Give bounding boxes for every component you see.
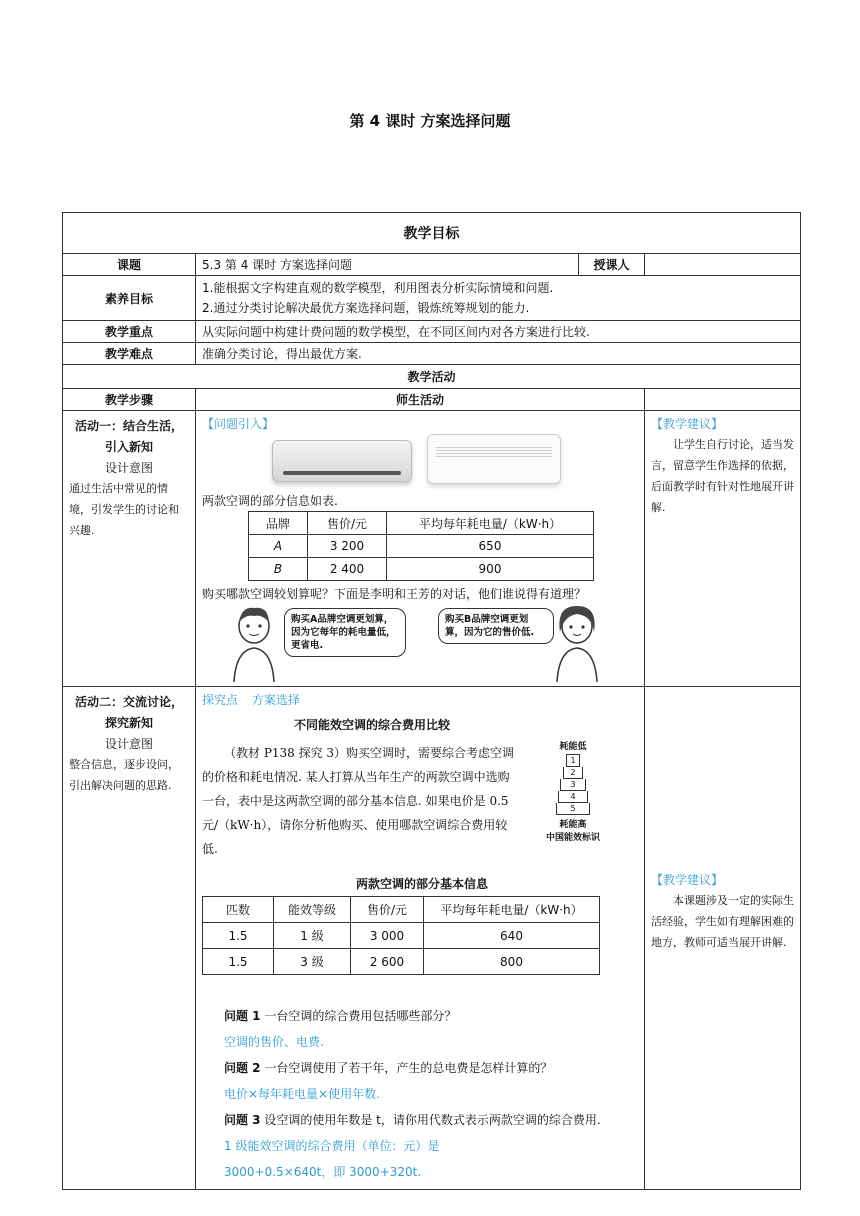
activity2-title-1: 活动二：交流讨论，	[74, 695, 183, 709]
a2-row2-price: 2 600	[351, 949, 424, 975]
a2-row1-power: 640	[424, 923, 600, 949]
activity1-design-text: 通过生活中常见的情境，引发学生的讨论和兴趣.	[69, 482, 179, 537]
ac-b-image	[427, 434, 561, 484]
energy-level-3: 3	[560, 779, 586, 791]
a1-row2-price: 2 400	[308, 558, 387, 581]
energy-low-text: 耗能低	[559, 742, 587, 752]
explore-title: 方案选择	[251, 693, 300, 707]
activity2-table-title: 两款空调的部分基本信息	[356, 877, 489, 891]
activity2-design-label: 设计意图	[104, 737, 153, 751]
q1-text: 一台空调的综合费用包括哪些部分？	[264, 1009, 457, 1023]
a2-th-hp: 匹数	[203, 897, 274, 923]
a1-row1-price: 3 200	[308, 535, 387, 558]
teacher-value	[645, 254, 801, 276]
energy-high-text: 耗能高	[559, 820, 587, 830]
q3-label: 问题 3	[224, 1113, 261, 1127]
key-value: 从实际问题中构建计费问题的数学模型，在不同区间内对各方案进行比较.	[196, 321, 801, 343]
activity2-table	[202, 896, 600, 975]
a2-th-price: 售价/元	[351, 897, 424, 923]
energy-caption: 中国能效标识	[545, 833, 600, 843]
ac-a-image	[272, 440, 412, 482]
activity1-table	[248, 511, 594, 581]
q1-label: 问题 1	[224, 1009, 261, 1023]
a1-th-price: 售价/元	[308, 512, 387, 535]
a2-row2-grade: 3 级	[274, 949, 351, 975]
a1-text: 空调的售价、电费.	[224, 1035, 324, 1049]
a2-row1-price: 3 000	[351, 923, 424, 949]
steps-label: 教学步骤	[63, 389, 196, 411]
a2-text: 电价×每年耗电量×使用年数.	[224, 1087, 380, 1101]
activity1-title-2: 引入新知	[104, 440, 153, 454]
activity2-design-text: 整合信息，逐步设问，引出解决问题的思路.	[69, 758, 179, 792]
topic-label: 课题	[63, 254, 196, 276]
goal-line-1: 1.能根据文字构建直观的数学模型，利用图表分析实际情境和问题.	[202, 281, 554, 295]
activity2-problem: （教材 P138 探究 3）购买空调时，需要综合考虑空调的价格和耗电情况. 某人打算从当年生产的两款空调中选购一台，表中是这两款空调的部分基本信息. 如果电价是 0.5 元/（kW·h），请你分析他购买、使用哪款空调综合费用较低.	[202, 746, 515, 856]
a2-row2-hp: 1.5	[203, 949, 274, 975]
a1-row1-power: 650	[387, 535, 594, 558]
explore-label: 探究点	[202, 693, 239, 707]
bubble-left: 购买A品牌空调更划算，因为它每年的耗电量低，更省电.	[284, 608, 406, 657]
a1-th-power: 平均每年耗电量/（kW·h）	[387, 512, 594, 535]
a1-th-brand: 品牌	[249, 512, 308, 535]
activity2-suggest-text: 本课题涉及一定的实际生活经验，学生如有理解困难的地方，教师可适当展开讲解.	[651, 894, 794, 949]
activities-header: 教学活动	[63, 365, 801, 389]
activity1-title-1: 活动一：结合生活，	[74, 419, 183, 433]
activity1-intro: 两款空调的部分信息如表.	[202, 494, 338, 508]
activity1-suggest-text: 让学生自行讨论，适当发言，留意学生作选择的依据，后面教学时有针对性地展开讲解.	[651, 438, 794, 514]
teacher-label: 授课人	[579, 254, 645, 276]
problem-intro-tag: 【问题引入】	[202, 417, 275, 431]
q3-text: 设空调的使用年数是 t，请你用代数式表示两款空调的综合费用.	[264, 1113, 601, 1127]
a3-line1: 1 级能效空调的综合费用（单位：元）是	[224, 1139, 440, 1153]
a1-row1-brand: A	[249, 535, 308, 558]
a2-row1-grade: 1 级	[274, 923, 351, 949]
objectives-header: 教学目标	[63, 213, 801, 254]
energy-label-graphic	[538, 739, 608, 843]
activity1-suggest-tag: 【教学建议】	[651, 417, 724, 431]
activity2-title-2: 探究新知	[104, 716, 153, 730]
a1-row2-brand: B	[249, 558, 308, 581]
a2-row2-power: 800	[424, 949, 600, 975]
topic-value: 5.3 第 4 课时 方案选择问题	[196, 254, 579, 276]
a2-th-power: 平均每年耗电量/（kW·h）	[424, 897, 600, 923]
difficulty-label: 教学难点	[63, 343, 196, 365]
girl-figure	[554, 602, 600, 682]
a2-row1-hp: 1.5	[203, 923, 274, 949]
activity1-design-label: 设计意图	[104, 461, 153, 475]
difficulty-value: 准确分类讨论，得出最优方案.	[196, 343, 801, 365]
energy-level-4: 4	[558, 791, 588, 803]
goal-line-2: 2.通过分类讨论解决最优方案选择问题，锻炼统筹规划的能力.	[202, 301, 530, 315]
lesson-plan-table	[62, 212, 801, 1190]
boy-figure	[232, 604, 276, 682]
key-label: 教学重点	[63, 321, 196, 343]
bubble-right: 购买B品牌空调更划算，因为它的售价低.	[438, 608, 554, 644]
a3-line2: 3000+0.5×640t，即 3000+320t.	[224, 1165, 422, 1179]
page-title: 第 4 课时 方案选择问题	[349, 112, 511, 130]
teacher-student-label: 师生活动	[196, 389, 645, 411]
q2-text: 一台空调使用了若干年，产生的总电费是怎样计算的？	[264, 1061, 553, 1075]
a1-row2-power: 900	[387, 558, 594, 581]
activity2-suggest-tag: 【教学建议】	[651, 873, 724, 887]
energy-level-5: 5	[556, 803, 590, 815]
activity1-question: 购买哪款空调较划算呢？下面是李明和王芳的对话，他们谁说得有道理？	[202, 587, 587, 601]
activity2-subtitle: 不同能效空调的综合费用比较	[294, 718, 451, 732]
q2-label: 问题 2	[224, 1061, 261, 1075]
goals-label: 素养目标	[63, 276, 196, 321]
energy-level-1: 1	[566, 754, 580, 767]
a2-th-grade: 能效等级	[274, 897, 351, 923]
energy-level-2: 2	[563, 767, 583, 779]
